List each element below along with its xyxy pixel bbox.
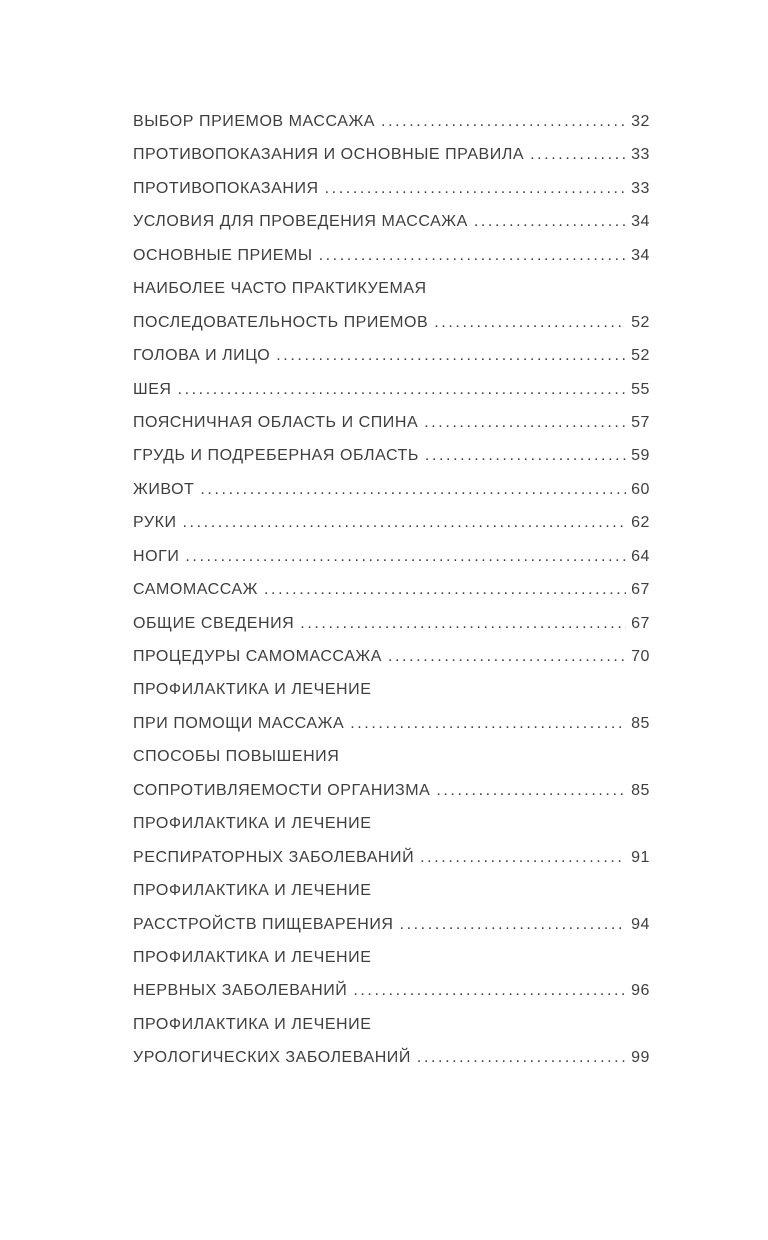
toc-entry-title: ШЕЯ xyxy=(133,380,172,398)
dot-leader xyxy=(420,841,626,874)
toc-row xyxy=(133,640,650,673)
toc-page-number: 85 xyxy=(631,781,650,799)
dot-leader xyxy=(300,607,626,640)
toc-row xyxy=(133,1008,650,1041)
toc-entry-title: ПОСЛЕДОВАТЕЛЬНОСТЬ ПРИЕМОВ xyxy=(133,313,429,331)
toc-entry-title: САМОМАССАЖ xyxy=(133,581,258,599)
toc-row xyxy=(133,172,650,205)
toc-row xyxy=(133,740,650,773)
toc-entry-title: ГОЛОВА И ЛИЦО xyxy=(133,347,271,365)
dot-leader xyxy=(276,339,626,372)
toc-row xyxy=(133,707,650,740)
dot-leader xyxy=(353,974,626,1007)
toc-row xyxy=(133,673,650,706)
toc-entry-title: ПРОФИЛАКТИКА И ЛЕЧЕНИЕ xyxy=(133,815,372,833)
dot-leader xyxy=(400,908,627,941)
dot-leader xyxy=(325,172,626,205)
toc-entry-title: ЖИВОТ xyxy=(133,480,195,498)
toc-entry-title: ОБЩИЕ СВЕДЕНИЯ xyxy=(133,614,295,632)
toc-page-number: 34 xyxy=(631,213,650,231)
toc-entry-title: РАССТРОЙСТВ ПИЩЕВАРЕНИЯ xyxy=(133,915,394,933)
toc-page-number: 32 xyxy=(631,113,650,130)
toc-row xyxy=(133,306,650,339)
toc-entry-title: НАИБОЛЕЕ ЧАСТО ПРАКТИКУЕМАЯ xyxy=(133,280,427,298)
dot-leader xyxy=(264,573,626,606)
toc-entry-title: ПРОФИЛАКТИКА И ЛЕЧЕНИЕ xyxy=(133,1015,372,1033)
dot-leader xyxy=(319,239,627,272)
toc-page-number: 59 xyxy=(631,447,650,465)
toc-entry-title: ПРОТИВОПОКАЗАНИЯ И ОСНОВНЫЕ ПРАВИЛА xyxy=(133,146,525,164)
toc-entry-title: ПРОФИЛАКТИКА И ЛЕЧЕНИЕ xyxy=(133,681,372,699)
toc-page-number: 96 xyxy=(631,982,650,1000)
toc-row xyxy=(133,138,650,171)
toc-row xyxy=(133,874,650,907)
toc-row xyxy=(133,774,650,807)
toc-row xyxy=(133,908,650,941)
toc-entry-title: УСЛОВИЯ ДЛЯ ПРОВЕДЕНИЯ МАССАЖА xyxy=(133,213,468,231)
toc-page-number: 91 xyxy=(631,848,650,866)
dot-leader xyxy=(436,774,626,807)
toc-row xyxy=(133,439,650,472)
dot-leader xyxy=(530,138,626,171)
toc-row xyxy=(133,941,650,974)
toc-page-number: 70 xyxy=(631,648,650,665)
toc-page-number: 64 xyxy=(631,547,650,565)
toc-entry-title: ПРОФИЛАКТИКА И ЛЕЧЕНИЕ xyxy=(133,948,372,966)
toc-entry-title: НОГИ xyxy=(133,547,180,565)
toc-entry-title: СПОСОБЫ ПОВЫШЕНИЯ xyxy=(133,748,340,766)
toc-row xyxy=(133,239,650,272)
toc-row xyxy=(133,807,650,840)
toc-entry-title: ПРОТИВОПОКАЗАНИЯ xyxy=(133,179,319,197)
toc-row xyxy=(133,339,650,372)
dot-leader xyxy=(350,707,626,740)
dot-leader xyxy=(381,105,626,138)
toc-entry-title: ПРОФИЛАКТИКА И ЛЕЧЕНИЕ xyxy=(133,882,372,900)
toc-row xyxy=(133,105,650,138)
dot-leader xyxy=(425,439,626,472)
toc-entry-title: НЕРВНЫХ ЗАБОЛЕВАНИЙ xyxy=(133,982,348,1000)
toc-row xyxy=(133,573,650,606)
toc-entry-title: РЕСПИРАТОРНЫХ ЗАБОЛЕВАНИЙ xyxy=(133,848,415,866)
toc-page-number: 85 xyxy=(631,714,650,732)
toc-row xyxy=(133,974,650,1007)
toc-page-number: 99 xyxy=(631,1049,650,1067)
toc-page-number: 57 xyxy=(631,413,650,431)
toc-page-number: 60 xyxy=(631,480,650,498)
toc-entry-title: СОПРОТИВЛЯЕМОСТИ ОРГАНИЗМА xyxy=(133,781,431,799)
toc-page-number: 33 xyxy=(631,146,650,164)
toc-page-number: 67 xyxy=(631,581,650,599)
toc-entry-title: ПРОЦЕДУРЫ САМОМАССАЖА xyxy=(133,648,382,665)
toc-page-number: 52 xyxy=(631,313,650,331)
table-of-contents xyxy=(133,105,650,1075)
dot-leader xyxy=(388,640,626,673)
toc-row xyxy=(133,272,650,305)
toc-row xyxy=(133,373,650,406)
toc-entry-title: РУКИ xyxy=(133,514,177,532)
toc-page-number: 55 xyxy=(631,380,650,398)
dot-leader xyxy=(183,506,627,539)
toc-page-number: 34 xyxy=(631,246,650,264)
dot-leader xyxy=(434,306,626,339)
toc-entry-title: ПРИ ПОМОЩИ МАССАЖА xyxy=(133,714,345,732)
dot-leader xyxy=(474,205,626,238)
toc-row xyxy=(133,205,650,238)
dot-leader xyxy=(424,406,626,439)
toc-entry-title: УРОЛОГИЧЕСКИХ ЗАБОЛЕВАНИЙ xyxy=(133,1049,411,1067)
toc-entry-title: ПОЯСНИЧНАЯ ОБЛАСТЬ И СПИНА xyxy=(133,413,419,431)
toc-entry-title: ОСНОВНЫЕ ПРИЕМЫ xyxy=(133,246,313,264)
toc-page-number: 94 xyxy=(631,915,650,933)
dot-leader xyxy=(417,1041,626,1074)
toc-entry-title: ГРУДЬ И ПОДРЕБЕРНАЯ ОБЛАСТЬ xyxy=(133,447,419,465)
toc-row xyxy=(133,841,650,874)
toc-row xyxy=(133,473,650,506)
toc-row xyxy=(133,607,650,640)
toc-entry-title: ВЫБОР ПРИЕМОВ МАССАЖА xyxy=(133,113,376,130)
dot-leader xyxy=(200,473,626,506)
toc-row xyxy=(133,506,650,539)
toc-page-number: 52 xyxy=(631,347,650,365)
toc-page-number: 67 xyxy=(631,614,650,632)
dot-leader xyxy=(178,373,627,406)
toc-page-number: 62 xyxy=(631,514,650,532)
toc-row xyxy=(133,1041,650,1074)
dot-leader xyxy=(185,540,626,573)
toc-page-number: 33 xyxy=(631,179,650,197)
toc-row xyxy=(133,540,650,573)
toc-row xyxy=(133,406,650,439)
